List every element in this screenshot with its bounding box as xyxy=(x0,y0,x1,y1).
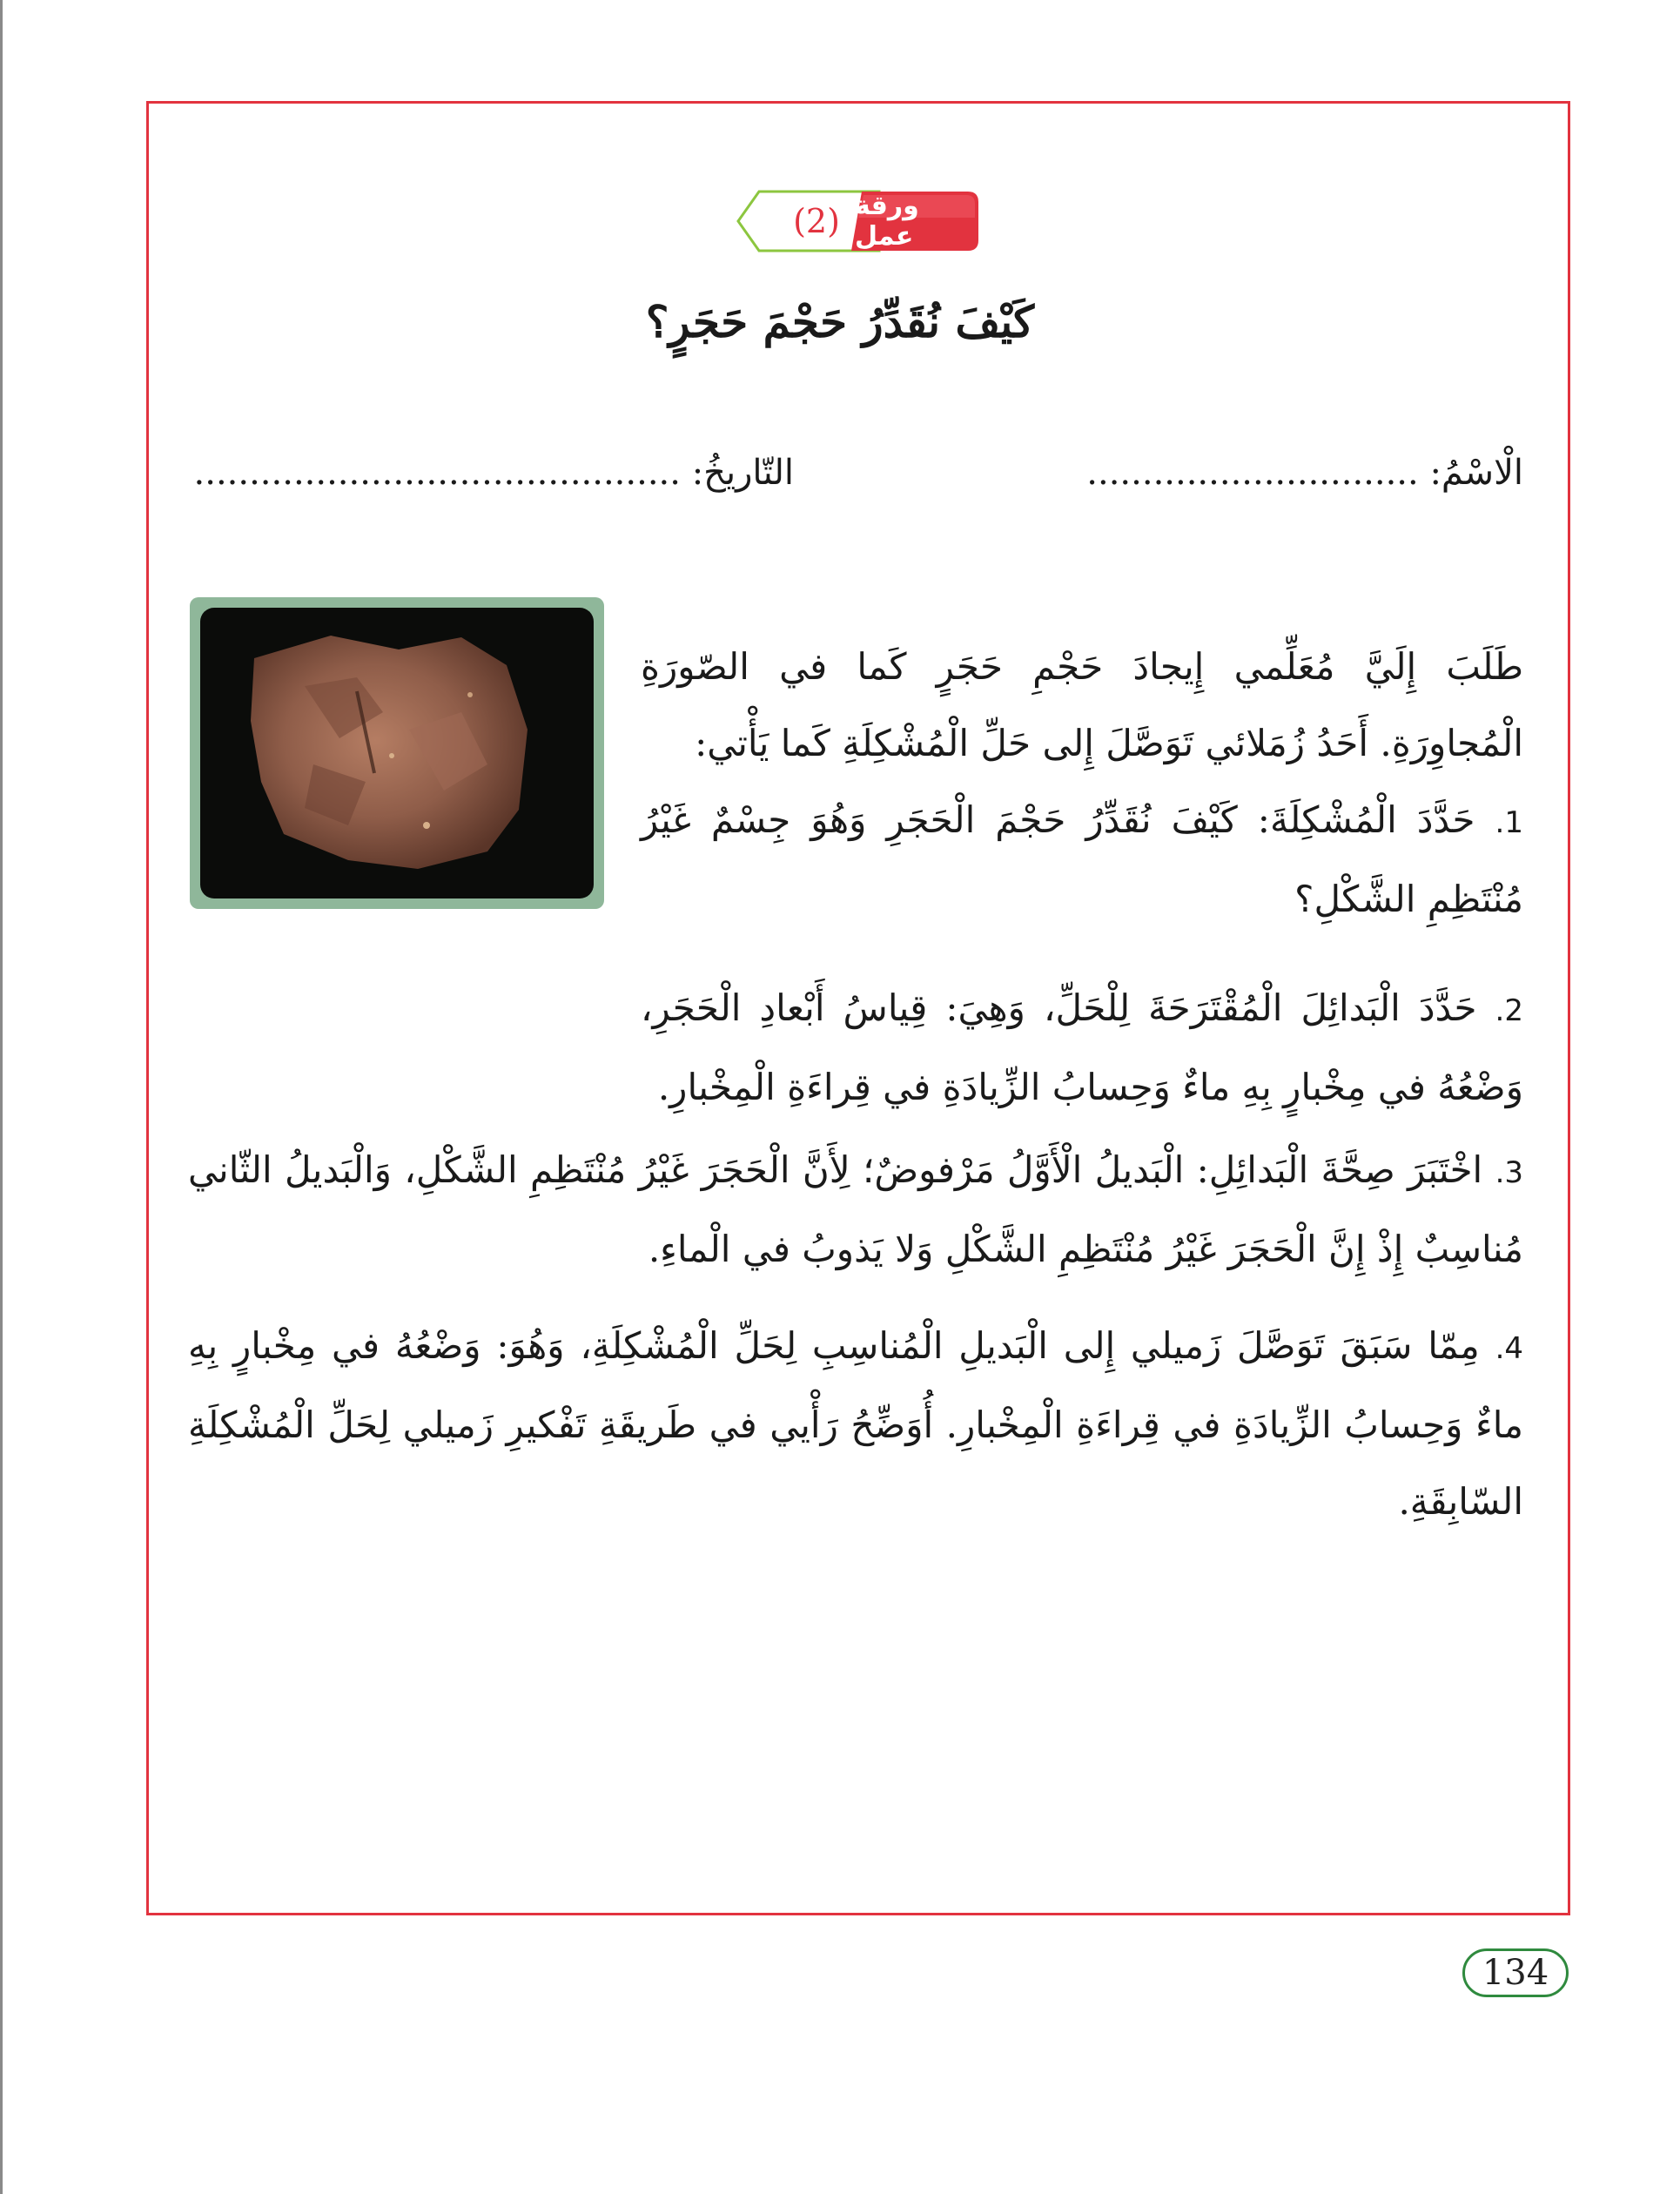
name-field[interactable] xyxy=(923,453,1523,493)
item-number-1: 1. xyxy=(1495,805,1523,840)
item-text-3: اخْتَبَرَ صِحَّةَ الْبَدائِلِ: الْبَديلُ الْأَوَّلُ مَرْفوضٌ؛ لِأَنَّ الْحَجَرَ غَيْرُ مُنْتَظِمِ الشَّكْلِ، وَالْبَديلُ الثّاني مُناسِبٌ إِذْ إِنَّ الْحَجَرَ غَيْرُ مُنْتَظِمِ الشَّكْلِ وَلا يَذوبُ في الْماءِ. xyxy=(188,1148,1523,1270)
intro-paragraph: طَلَبَ إِلَيَّ مُعَلِّمي إِيجادَ حَجْمِ حَجَرٍ كَما في الصّورَةِ الْمُجاوِرَةِ. أَحَدُ زُمَلائي تَوَصَّلَ إِلى حَلِّ الْمُشْكِلَةِ كَما يَأْتي: xyxy=(641,645,1523,764)
name-blank[interactable]: .............................. xyxy=(1086,453,1419,493)
item-text-4: مِمّا سَبَقَ تَوَصَّلَ زَميلي إِلى الْبَديلِ الْمُناسِبِ لِحَلِّ الْمُشْكِلَةِ، وَهُوَ: وَضْعُهُ في مِخْبارٍ بِهِ ماءٌ وَحِسابُ الزِّيادَةِ في قِراءَةِ الْمِخْبارِ. أُوَضِّحُ رَأْيي في طَريقَةِ تَفْكيرِ زَميلي لِحَلِّ الْمُشْكِلَةِ السّابِقَةِ. xyxy=(188,1324,1523,1523)
item-text-1: حَدَّدَ الْمُشْكِلَةَ: كَيْفَ نُقَدِّرُ حَجْمَ الْحَجَرِ وَهُوَ جِسْمٌ غَيْرُ مُنْتَظِمِ الشَّكْلِ؟ xyxy=(641,798,1523,920)
item-number-4: 4. xyxy=(1495,1331,1524,1366)
rock-photo-frame xyxy=(190,597,604,909)
rock-image xyxy=(200,608,594,898)
date-blank[interactable]: ............................................ xyxy=(193,453,681,493)
left-edge-rule xyxy=(0,0,3,2194)
item-number-2: 2. xyxy=(1495,993,1523,1028)
date-field[interactable] xyxy=(193,453,794,493)
item-text-2: حَدَّدَ الْبَدائِلَ الْمُقْتَرَحَةَ لِلْحَلِّ، وَهِيَ: قِياسُ أَبْعادِ الْحَجَرِ، وَضْعُهُ في مِخْبارٍ بِهِ ماءٌ وَحِسابُ الزِّيادَةِ في قِراءَةِ الْمِخْبارِ. xyxy=(641,986,1523,1108)
page-number: 134 xyxy=(1482,1953,1549,1993)
list-item-3 xyxy=(188,1132,1523,1288)
worksheet-badge xyxy=(731,188,984,254)
worksheet-number: (2) xyxy=(793,202,840,240)
name-label: الْاسْمُ: xyxy=(1429,453,1523,493)
date-label: التّاريخُ: xyxy=(691,453,794,493)
list-item-4 xyxy=(188,1308,1523,1540)
rock-photo xyxy=(200,608,594,898)
list-item-1 xyxy=(641,782,1523,938)
item-number-3: 3. xyxy=(1495,1155,1524,1190)
page-number-box xyxy=(1462,1948,1569,1997)
page-title: كَيْفَ نُقَدِّرُ حَجْمَ حَجَرٍ؟ xyxy=(645,296,1035,347)
worksheet-label: ورقة عمل xyxy=(855,191,919,252)
list-item-2 xyxy=(641,970,1523,1126)
